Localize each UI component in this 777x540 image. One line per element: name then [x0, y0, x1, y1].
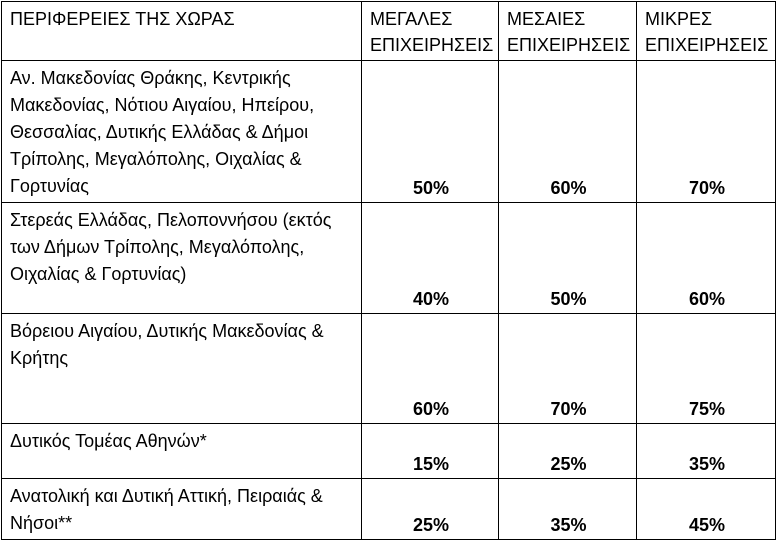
medium-rate-cell: 25% [499, 424, 637, 479]
region-cell: Βόρειου Αιγαίου, Δυτικής Μακεδονίας & Κρήτης [2, 314, 362, 424]
large-rate-cell: 50% [362, 61, 499, 203]
large-rate-cell: 15% [362, 424, 499, 479]
small-rate-cell: 60% [637, 203, 776, 314]
medium-rate-cell: 60% [499, 61, 637, 203]
header-region: ΠΕΡΙΦΕΡΕΙΕΣ ΤΗΣ ΧΩΡΑΣ [2, 2, 362, 61]
table-header-row [2, 2, 776, 61]
large-rate-cell: 60% [362, 314, 499, 424]
table-row [2, 424, 776, 479]
small-rate-cell: 35% [637, 424, 776, 479]
small-rate-cell: 70% [637, 61, 776, 203]
region-cell: Ανατολική και Δυτική Αττική, Πειραιάς & Νήσοι** [2, 479, 362, 540]
large-rate-cell: 25% [362, 479, 499, 540]
region-cell: Στερεάς Ελλάδας, Πελοποννήσου (εκτός των Δήμων Τρίπολης, Μεγαλόπολης, Οιχαλίας & Γορτυνίας) [2, 203, 362, 314]
large-rate-cell: 40% [362, 203, 499, 314]
medium-rate-cell: 70% [499, 314, 637, 424]
medium-rate-cell: 35% [499, 479, 637, 540]
table-row [2, 314, 776, 424]
medium-rate-cell: 50% [499, 203, 637, 314]
table-row [2, 203, 776, 314]
header-large-enterprises: ΜΕΓΑΛΕΣ ΕΠΙΧΕΙΡΗΣΕΙΣ [362, 2, 499, 61]
small-rate-cell: 45% [637, 479, 776, 540]
region-cell: Αν. Μακεδονίας Θράκης, Κεντρικής Μακεδονίας, Νότιου Αιγαίου, Ηπείρου, Θεσσαλίας, Δυτικής Ελλάδας & Δήμοι Τρίπολης, Μεγαλόπολης, Οιχαλίας & Γορτυνίας [2, 61, 362, 203]
aid-rates-table [1, 1, 776, 540]
header-small-enterprises: ΜΙΚΡΕΣ ΕΠΙΧΕΙΡΗΣΕΙΣ [637, 2, 776, 61]
table-row [2, 479, 776, 540]
table-row [2, 61, 776, 203]
small-rate-cell: 75% [637, 314, 776, 424]
header-medium-enterprises: ΜΕΣΑΙΕΣ ΕΠΙΧΕΙΡΗΣΕΙΣ [499, 2, 637, 61]
region-cell: Δυτικός Τομέας Αθηνών* [2, 424, 362, 479]
